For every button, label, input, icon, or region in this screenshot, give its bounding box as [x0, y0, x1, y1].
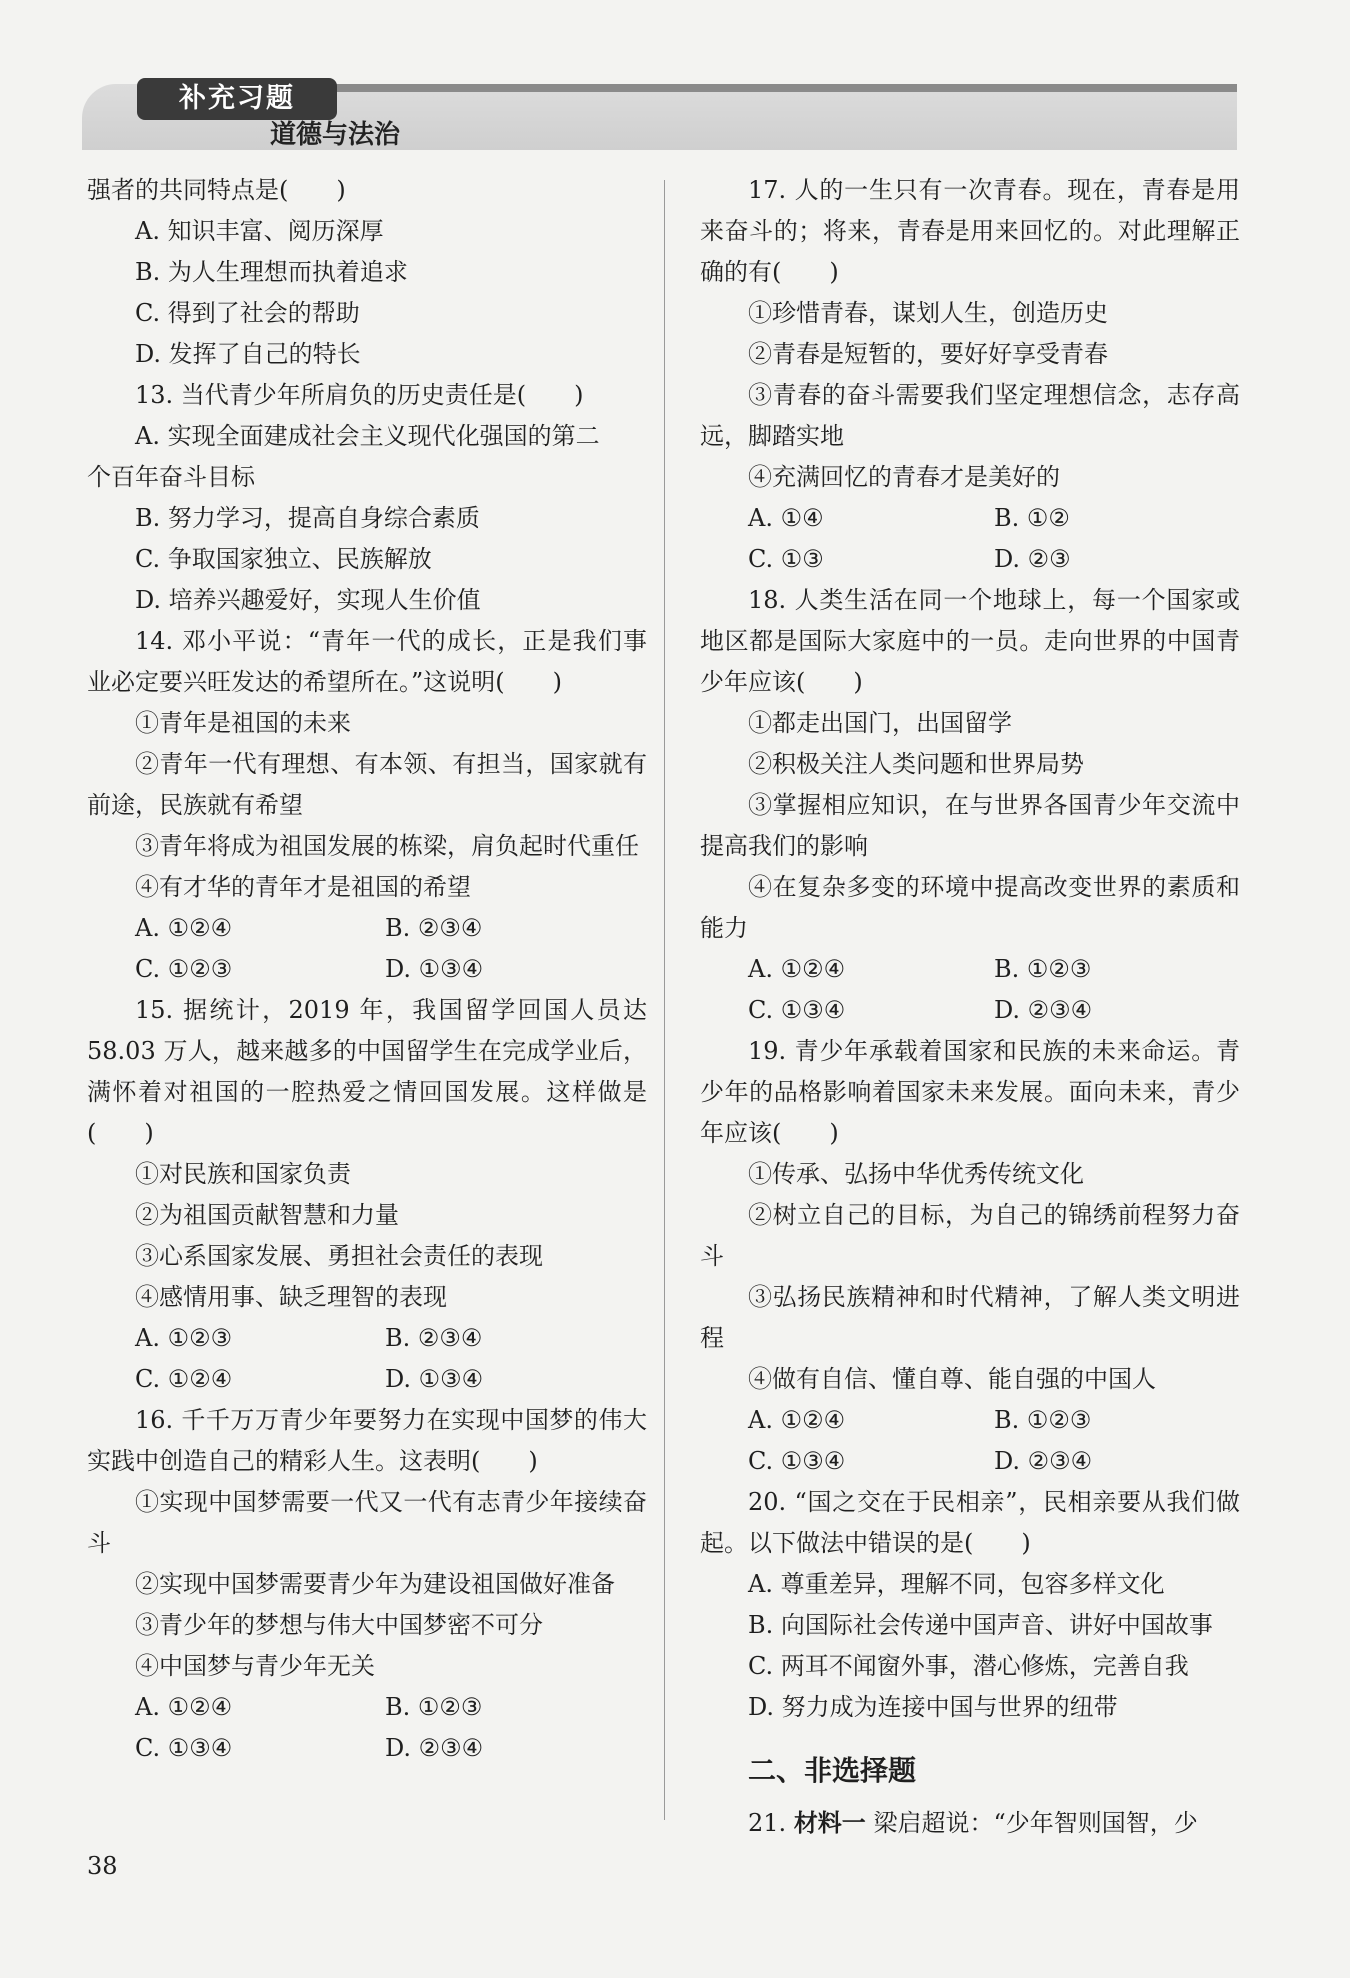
q18-item-2: ②积极关注人类问题和世界局势 [748, 750, 1084, 778]
q14-item-4: ④有才华的青年才是祖国的希望 [135, 873, 471, 901]
q13-option-a-cont: 个百年奋斗目标 [87, 463, 255, 491]
q16-item-3: ③青少年的梦想与伟大中国梦密不可分 [135, 1611, 543, 1639]
q19-choice-b: B. ①②③ [994, 1406, 1092, 1434]
q15-item-4: ④感情用事、缺乏理智的表现 [135, 1283, 447, 1311]
q16-stem: 16. 千千万万青少年要努力在实现中国梦的伟大实践中创造自己的精彩人生。这表明( ) [87, 1406, 647, 1475]
q18-item-1: ①都走出国门，出国留学 [748, 709, 1012, 737]
left-column [87, 170, 647, 1769]
q21-material-label: 材料一 [793, 1809, 866, 1837]
q16-choice-d: D. ②③④ [385, 1734, 484, 1762]
q15-item-1: ①对民族和国家负责 [135, 1160, 351, 1188]
q13-option-c: C. 争取国家独立、民族解放 [135, 545, 432, 573]
q19-item-2: ②树立自己的目标，为自己的锦绣前程努力奋斗 [700, 1201, 1240, 1270]
q12-stem-tail: 强者的共同特点是( ) [87, 176, 346, 204]
q14-choice-c: C. ①②③ [135, 955, 233, 983]
q15-choice-a: A. ①②③ [135, 1324, 233, 1352]
q20-option-c: C. 两耳不闻窗外事，潜心修炼，完善自我 [748, 1652, 1189, 1680]
page-header [82, 84, 1237, 150]
q20-stem: 20. “国之交在于民相亲”，民相亲要从我们做起。以下做法中错误的是( ) [700, 1488, 1240, 1557]
q12-option-c: C. 得到了社会的帮助 [135, 299, 360, 327]
right-column [700, 170, 1240, 1844]
q15-item-3: ③心系国家发展、勇担社会责任的表现 [135, 1242, 543, 1270]
subject-title: 道德与法治 [270, 120, 401, 150]
q19-choice-a: A. ①②④ [748, 1406, 846, 1434]
section-badge: 补充习题 [137, 78, 337, 120]
q18-choice-a: A. ①②④ [748, 955, 846, 983]
q16-choice-a: A. ①②④ [135, 1693, 233, 1721]
q15-choice-c: C. ①②④ [135, 1365, 233, 1393]
q21-number: 21. [748, 1809, 787, 1837]
q17-stem: 17. 人的一生只有一次青春。现在，青春是用来奋斗的；将来，青春是用来回忆的。对此理解正确的有( ) [700, 176, 1240, 286]
column-divider [664, 180, 665, 1820]
header-rule [262, 84, 1237, 92]
q16-item-2: ②实现中国梦需要青少年为建设祖国做好准备 [135, 1570, 615, 1598]
q17-choice-c: C. ①③ [748, 545, 824, 573]
q18-choice-b: B. ①②③ [994, 955, 1092, 983]
q16-choice-b: B. ①②③ [385, 1693, 483, 1721]
q14-choice-b: B. ②③④ [385, 914, 483, 942]
q14-choice-d: D. ①③④ [385, 955, 484, 983]
q17-item-4: ④充满回忆的青春才是美好的 [748, 463, 1060, 491]
q17-choice-b: B. ①② [994, 504, 1070, 532]
q15-choice-b: B. ②③④ [385, 1324, 483, 1352]
q19-stem: 19. 青少年承载着国家和民族的未来命运。青少年的品格影响着国家未来发展。面向未来，青少年应该( ) [700, 1037, 1240, 1147]
q18-choices-row-2 [700, 990, 1240, 1031]
q15-item-2: ②为祖国贡献智慧和力量 [135, 1201, 399, 1229]
q14-stem: 14. 邓小平说：“青年一代的成长，正是我们事业必定要兴旺发达的希望所在。”这说明( ) [87, 627, 647, 696]
q13-option-d: D. 培养兴趣爱好，实现人生价值 [135, 586, 481, 614]
q12-option-d: D. 发挥了自己的特长 [135, 340, 361, 368]
q18-choice-c: C. ①③④ [748, 996, 846, 1024]
q14-item-1: ①青年是祖国的未来 [135, 709, 351, 737]
q15-choices-row-2 [87, 1359, 647, 1400]
q16-choices-row-2 [87, 1728, 647, 1769]
page-number: 38 [87, 1852, 118, 1880]
q17-choices-row-2 [700, 539, 1240, 580]
q17-item-1: ①珍惜青春，谋划人生，创造历史 [748, 299, 1108, 327]
q21-stem [700, 1803, 1240, 1844]
q18-item-4: ④在复杂多变的环境中提高改变世界的素质和能力 [700, 873, 1240, 942]
q18-item-3: ③掌握相应知识，在与世界各国青少年交流中提高我们的影响 [700, 791, 1240, 860]
q19-choices-row-1 [700, 1400, 1240, 1441]
q19-item-1: ①传承、弘扬中华优秀传统文化 [748, 1160, 1084, 1188]
q13-stem: 13. 当代青少年所肩负的历史责任是( ) [135, 381, 584, 409]
q19-item-4: ④做有自信、懂自尊、能自强的中国人 [748, 1365, 1156, 1393]
q15-stem: 15. 据统计，2019 年，我国留学回国人员达 58.03 万人，越来越多的中国留学生在完成学业后，满怀着对祖国的一腔热爱之情回国发展。这样做是( ) [87, 996, 647, 1147]
q17-choice-d: D. ②③ [994, 545, 1071, 573]
q12-option-a: A. 知识丰富、阅历深厚 [135, 217, 384, 245]
q14-choices-row-2 [87, 949, 647, 990]
q16-choices-row-1 [87, 1687, 647, 1728]
q17-item-3: ③青春的奋斗需要我们坚定理想信念，志存高远，脚踏实地 [700, 381, 1240, 450]
q18-choices-row-1 [700, 949, 1240, 990]
q18-stem: 18. 人类生活在同一个地球上，每一个国家或地区都是国际大家庭中的一员。走向世界的中国青少年应该( ) [700, 586, 1240, 696]
q16-choice-c: C. ①③④ [135, 1734, 233, 1762]
q19-choice-c: C. ①③④ [748, 1447, 846, 1475]
q21-text: 梁启超说：“少年智则国智，少 [873, 1809, 1198, 1837]
q20-option-d: D. 努力成为连接中国与世界的纽带 [748, 1693, 1118, 1721]
q20-option-a: A. 尊重差异，理解不同，包容多样文化 [748, 1570, 1165, 1598]
q19-choices-row-2 [700, 1441, 1240, 1482]
q17-item-2: ②青春是短暂的，要好好享受青春 [748, 340, 1108, 368]
q13-option-a: A. 实现全面建成社会主义现代化强国的第二 [135, 422, 600, 450]
q14-choices-row-1 [87, 908, 647, 949]
q14-item-3: ③青年将成为祖国发展的栋梁，肩负起时代重任 [135, 832, 639, 860]
q19-choice-d: D. ②③④ [994, 1447, 1093, 1475]
section-title-non-choice: 二、非选择题 [748, 1754, 917, 1787]
q16-item-1: ①实现中国梦需要一代又一代有志青少年接续奋斗 [87, 1488, 647, 1557]
q17-choice-a: A. ①④ [748, 504, 824, 532]
q16-item-4: ④中国梦与青少年无关 [135, 1652, 375, 1680]
q14-choice-a: A. ①②④ [135, 914, 233, 942]
q17-choices-row-1 [700, 498, 1240, 539]
q13-option-b: B. 努力学习，提高自身综合素质 [135, 504, 480, 532]
q15-choices-row-1 [87, 1318, 647, 1359]
q14-item-2: ②青年一代有理想、有本领、有担当，国家就有前途，民族就有希望 [87, 750, 647, 819]
q12-option-b: B. 为人生理想而执着追求 [135, 258, 408, 286]
q20-option-b: B. 向国际社会传递中国声音、讲好中国故事 [748, 1611, 1213, 1639]
q18-choice-d: D. ②③④ [994, 996, 1093, 1024]
q15-choice-d: D. ①③④ [385, 1365, 484, 1393]
q19-item-3: ③弘扬民族精神和时代精神，了解人类文明进程 [700, 1283, 1240, 1352]
